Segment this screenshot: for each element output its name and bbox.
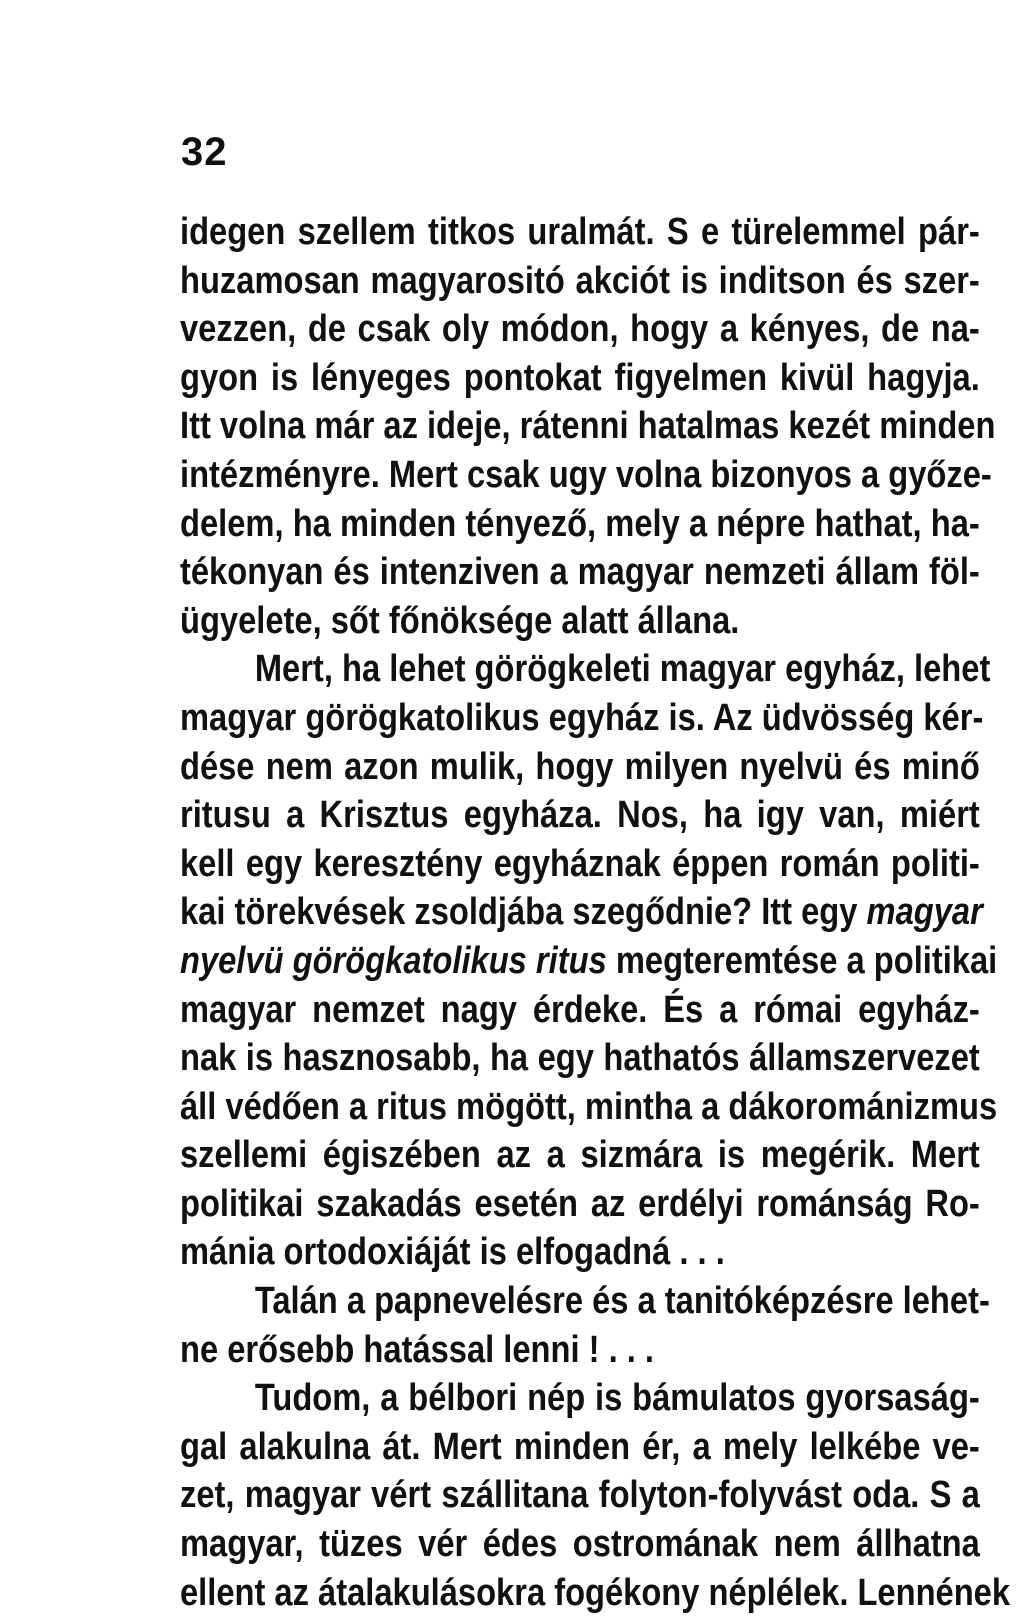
text-line-mixed: [180, 888, 983, 937]
text-line: Talán a papnevelésre és a tanitóképzésre lehet-: [254, 1280, 990, 1323]
text-line: gyon is lényeges pontokat figyelmen kivül hagyja.: [180, 356, 980, 399]
text-line-mixed: [180, 937, 998, 986]
text-line: magyar görögkatolikus egyház is. Az üdvösség kér-: [180, 696, 984, 739]
text-line: ellent az átalakulásokra fogékony néplélek. Lennének: [180, 1571, 1011, 1614]
text-line: vezzen, de csak oly módon, hogy a kényes, de na-: [180, 308, 980, 351]
text-line: mánia ortodoxiáját is elfogadná . . .: [180, 1231, 725, 1274]
text-line: idegen szellem titkos uralmát. S e türelemmel pár-: [180, 211, 980, 253]
text-line: Itt volna már az ideje, rátenni hatalmas kezét minden: [180, 405, 996, 448]
text-line: Tudom, a bélbori nép is bámulatos gyorsaság-: [254, 1377, 980, 1420]
text-line: áll védően a ritus mögött, mintha a dákorománizmus: [180, 1085, 998, 1128]
italic-text: nyelvü görögkatolikus ritus: [180, 939, 607, 982]
text-line: politikai szakadás esetén az erdélyi románság Ro-: [180, 1182, 980, 1225]
text-segment: kai törekvések zsoldjába szegődnie? Itt egy: [180, 891, 858, 934]
text-line: nak is hasznosabb, ha egy hathatós államszervezet: [180, 1037, 980, 1080]
text-line: szellemi égiszében az a sizmára is megérik. Mert: [180, 1134, 980, 1177]
text-line: intézményre. Mert csak ugy volna bizonyos a győze-: [180, 453, 992, 496]
text-line: kell egy keresztény egyháznak éppen román politi-: [180, 842, 980, 885]
text-line: ritusu a Krisztus egyháza. Nos, ha igy van, miért: [180, 794, 980, 837]
text-line: gal alakulna át. Mert minden ér, a mely lelkébe ve-: [180, 1425, 980, 1468]
text-line: magyar nemzet nagy érdeke. És a római egyház-: [180, 988, 980, 1031]
text-line: magyar, tüzes vér édes ostromának nem állhatna: [180, 1523, 980, 1566]
text-line: ne erősebb hatással lenni ! . . .: [180, 1328, 655, 1371]
text-line: delem, ha minden tényező, mely a népre hathat, ha-: [180, 502, 980, 545]
text-line: ügyelete, sőt főnöksége alatt állana.: [180, 599, 740, 642]
text-line: dése nem azon mulik, hogy milyen nyelvü és minő: [180, 745, 980, 788]
text-line: huzamosan magyarositó akciót is inditson és szer-: [180, 259, 980, 302]
text-line: Mert, ha lehet görögkeleti magyar egyház, lehet: [254, 648, 991, 691]
text-segment: megteremtése a politikai: [615, 939, 998, 982]
italic-text: magyar: [866, 891, 983, 934]
body-text: [180, 208, 1011, 1617]
text-line: zet, magyar vért szállitana folyton-folyvást oda. S a: [180, 1474, 980, 1517]
page-number: 32: [181, 130, 228, 174]
text-line: tékonyan és intenziven a magyar nemzeti állam föl-: [180, 551, 980, 594]
